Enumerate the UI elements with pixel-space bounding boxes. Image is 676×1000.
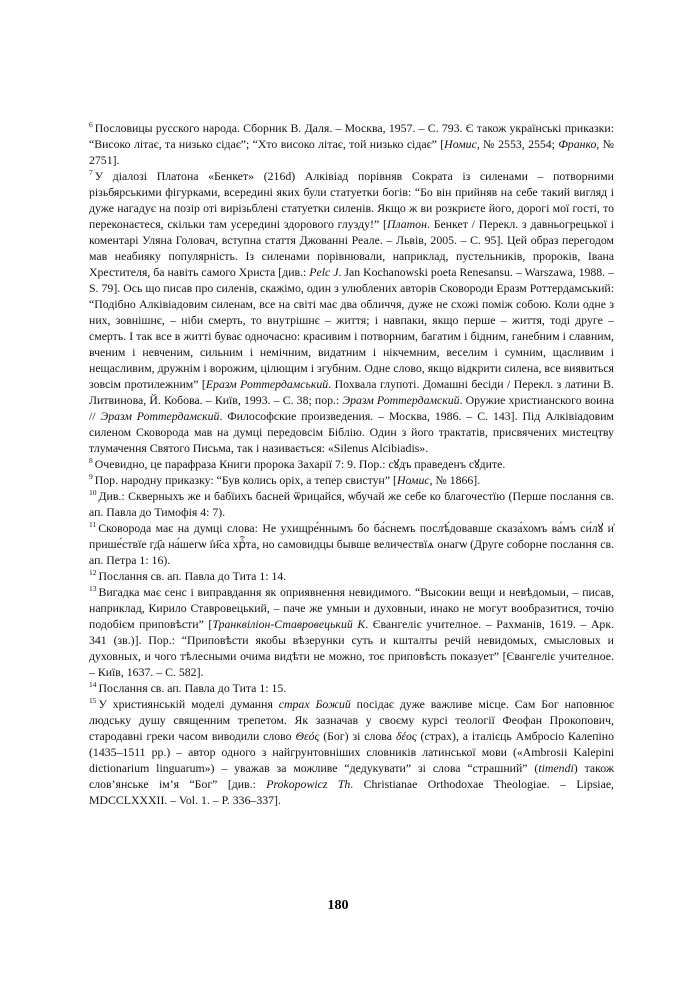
footnote	[89, 696, 614, 808]
italic-citation: Номис	[396, 473, 430, 487]
footnote	[89, 472, 614, 488]
footnote-number: 6	[89, 120, 93, 130]
footnote	[89, 520, 614, 568]
footnote-number: 10	[89, 488, 97, 498]
footnote-number: 11	[89, 520, 97, 530]
italic-citation: Франко	[558, 137, 597, 151]
footnote	[89, 168, 614, 456]
italic-citation: Номис	[444, 137, 477, 151]
footnote-number: 14	[89, 680, 97, 690]
footnote	[89, 488, 614, 520]
footnote-text: У християнській моделі думання	[98, 697, 279, 711]
footnote-text: посідає дуже важливе місце. Сам Бог наповнює людську душу священним трепетом. Як зазначав у своєму курсі теології Феофан Прокопович, стародавні греки часом виводили слово	[89, 697, 614, 743]
footnote-text: . Оружие христианского воина //	[89, 393, 615, 423]
footnote-text: Послання св. ап. Павла до Тита 1: 15.	[98, 681, 287, 695]
footnote-text: .	[502, 457, 506, 471]
footnote-text: Вигадка має сенс і виправдання як оприявнення невидимого. “Высокии вещи и невѣдомыи, – писав, наприклад, Кирило Ставровецький, – паче же умныи и духовныи, инако не могут вообразитися, точію подобієм приповѣсти” [	[89, 585, 614, 631]
church-slavonic-quote: сꙋдъ праведенъ сꙋдите	[388, 457, 503, 471]
italic-citation: Еразм Роттердамський	[205, 377, 329, 391]
footnote-text: Пословицы русского народа. Сборник В. Даля. – Москва, 1957. – С. 793. Є також українські приказки: “Високо літає, та низько сідає”; “Хто високо літає, той низько сідає” [	[89, 121, 614, 151]
footnote-text: Див.:	[98, 489, 129, 503]
footnote-text: (Перше послання св. ап. Павла до Тимофія 4: 7).	[89, 489, 614, 519]
italic-citation: Эразм Роттердамский	[100, 409, 220, 423]
footnote-number: 7	[89, 168, 93, 178]
church-slavonic-quote: Не ухищре́ннымъ бо ба́снемъ послѣ́довавше сказа́хомъ ва́мъ си́лꙋ и҆ прише́ствїе гд҃а на́шегѡ і҆и҃са хрⷭ҇та	[89, 521, 614, 551]
footnotes-block	[89, 120, 614, 808]
footnote-text: Очевидно, це парафраза Книги пророка Захарії 7: 9. Пор.:	[94, 457, 389, 471]
footnote-number: 13	[89, 584, 97, 594]
italic-citation: страх Божий	[278, 697, 351, 711]
footnote-text: (страх), а італієць Амбросіо Калепіно (1435–1511 рр.) – автор одного з найгрунтовніших словників латинської мови («Ambrosii Kalepini dictionarium linguarum») – уважав за можливе “дедукувати” зі слова “страшний” (	[89, 729, 614, 775]
footnote-text: Сковорода має на думці слова:	[98, 521, 263, 535]
page-number: 180	[327, 898, 349, 913]
church-slavonic-quote: Скверныхъ же и бабїихъ басней ѿрицайся, ѡбучай же себе ко благочестїю	[128, 489, 506, 503]
footnote-text: (Бог) зі слова	[319, 729, 396, 743]
footnote-text: , № 2553, 2554;	[476, 137, 559, 151]
footnote-number: 15	[89, 696, 97, 706]
footnote-text: . Євангеліє учителное. – Рахманів, 1619. – Арк. 341 (зв.)]. Пор.: “Приповѣсти якобы вѣзерунки суть и кшталты речій невидомых, смысловых и духовных, и чого тѣлесными очима видѣти не можно, тоє приповѣсть показует” [Євангеліє учителное. – Київ, 1637. – С. 582].	[89, 617, 615, 679]
footnote-text: , № 1866].	[429, 473, 481, 487]
italic-citation: Θεός	[295, 729, 320, 743]
footnote-text: Пор. народну приказку: “Був колись оріх, а тепер свистун” [	[94, 473, 397, 487]
italic-citation: δέος	[395, 729, 417, 743]
footnote-text: ) також слов’янське ім’я “Бог” [див.:	[89, 761, 614, 791]
footnote-text: , но самовидцы бывше величествїѧ онагѡ (Друге соборне послання св. ап. Петра 1: 16).	[89, 537, 614, 567]
italic-citation: Pelc J	[309, 265, 339, 279]
footnote	[89, 680, 614, 696]
footnote-number: 9	[89, 472, 93, 482]
footnote-text: . Похвала глупоті. Домашні бесіди / Перекл. з латини В. Литвинова, Й. Кобова. – Київ, 1993. – С. 38; пор.:	[89, 377, 614, 407]
footnote-number: 12	[89, 568, 97, 578]
footnote-text: . Christianae Orthodoxae Theologiae. – Lipsiae, MDCCLXXXII. – Vol. 1. – P. 336–337].	[89, 777, 615, 807]
footnote-text: , № 2751].	[89, 137, 614, 167]
italic-citation: Транквіліон-Ставровецький К	[212, 617, 366, 631]
footnote	[89, 568, 614, 584]
footnote-text: . Философские произведения. – Москва, 1986. – С. 143]. Під Алківіадовим силеном Сковорода мав на думці передовсім Біблію. Один з його трактатів, присвячених мистецтву тлумачення Святого Письма, так і називається: «Silenus Alcibiadis».	[89, 409, 614, 455]
footnote-text: . Бенкет / Перекл. з давньогрецької і коментарі Уляна Головач, вступна стаття Джованні Реале. – Львів, 2005. – С. 95]. Цей образ перегодом мав неабияку популярність. Із силенами порівнювали, наприклад, пустельників, пророків, Івана Хрестителя, ба навіть самого Христа [див.:	[89, 217, 615, 279]
footnote-text: . Jan Kochanowski poeta Renesansu. – Warszawa, 1988. – S. 79]. Ось що писав про силенів, скажімо, один з улюблених авторів Сковороди Еразм Роттердамський: “Подібно Алківіадовим силенам, все на світі має два обличчя, дуже не схожі поміж собою. Коли одне з них, зовнішнє, – ніби смерть, то внутрішнє – життя; і навпаки, якщо перше – життя, тоді друге – смерть. І так все в житті буває одночасно: красивим і потворним, багатим і бідним, ганебним і славним, вченим і невченим, сильним і немічним, видатним і нікчемним, веселим і сумним, щасливим і нещасливим, дружнім і ворожим, цілющим і згубним. Одне слово, якщо відкрити силена, все виявиться зовсім протилежним” [	[89, 265, 614, 391]
footnote	[89, 584, 614, 680]
italic-citation: Эразм Роттердамский	[342, 393, 460, 407]
italic-citation: Платон	[386, 217, 427, 231]
footnote	[89, 456, 614, 472]
footnote-number: 8	[89, 456, 93, 466]
italic-citation: timendi	[538, 761, 574, 775]
italic-citation: Prokopowicz Th	[266, 777, 351, 791]
footnote	[89, 120, 614, 168]
footnote-text: Послання св. ап. Павла до Тита 1: 14.	[98, 569, 287, 583]
footnote-text: У діалозі Платона «Бенкет» (216d) Алківіад порівняв Сократа із силенами – потворними різьбярськими фігурками, всередині яких були статуетки богів: “Бо він прийняв на себе такий вигляд і дуже нагадує на позір оті вирізьблені статуетки силенів. Якщо ж ви розкриєте його, дорогі мої гості, то переконаєтеся, скільки там усередині здорового глузду!” [	[89, 169, 614, 231]
